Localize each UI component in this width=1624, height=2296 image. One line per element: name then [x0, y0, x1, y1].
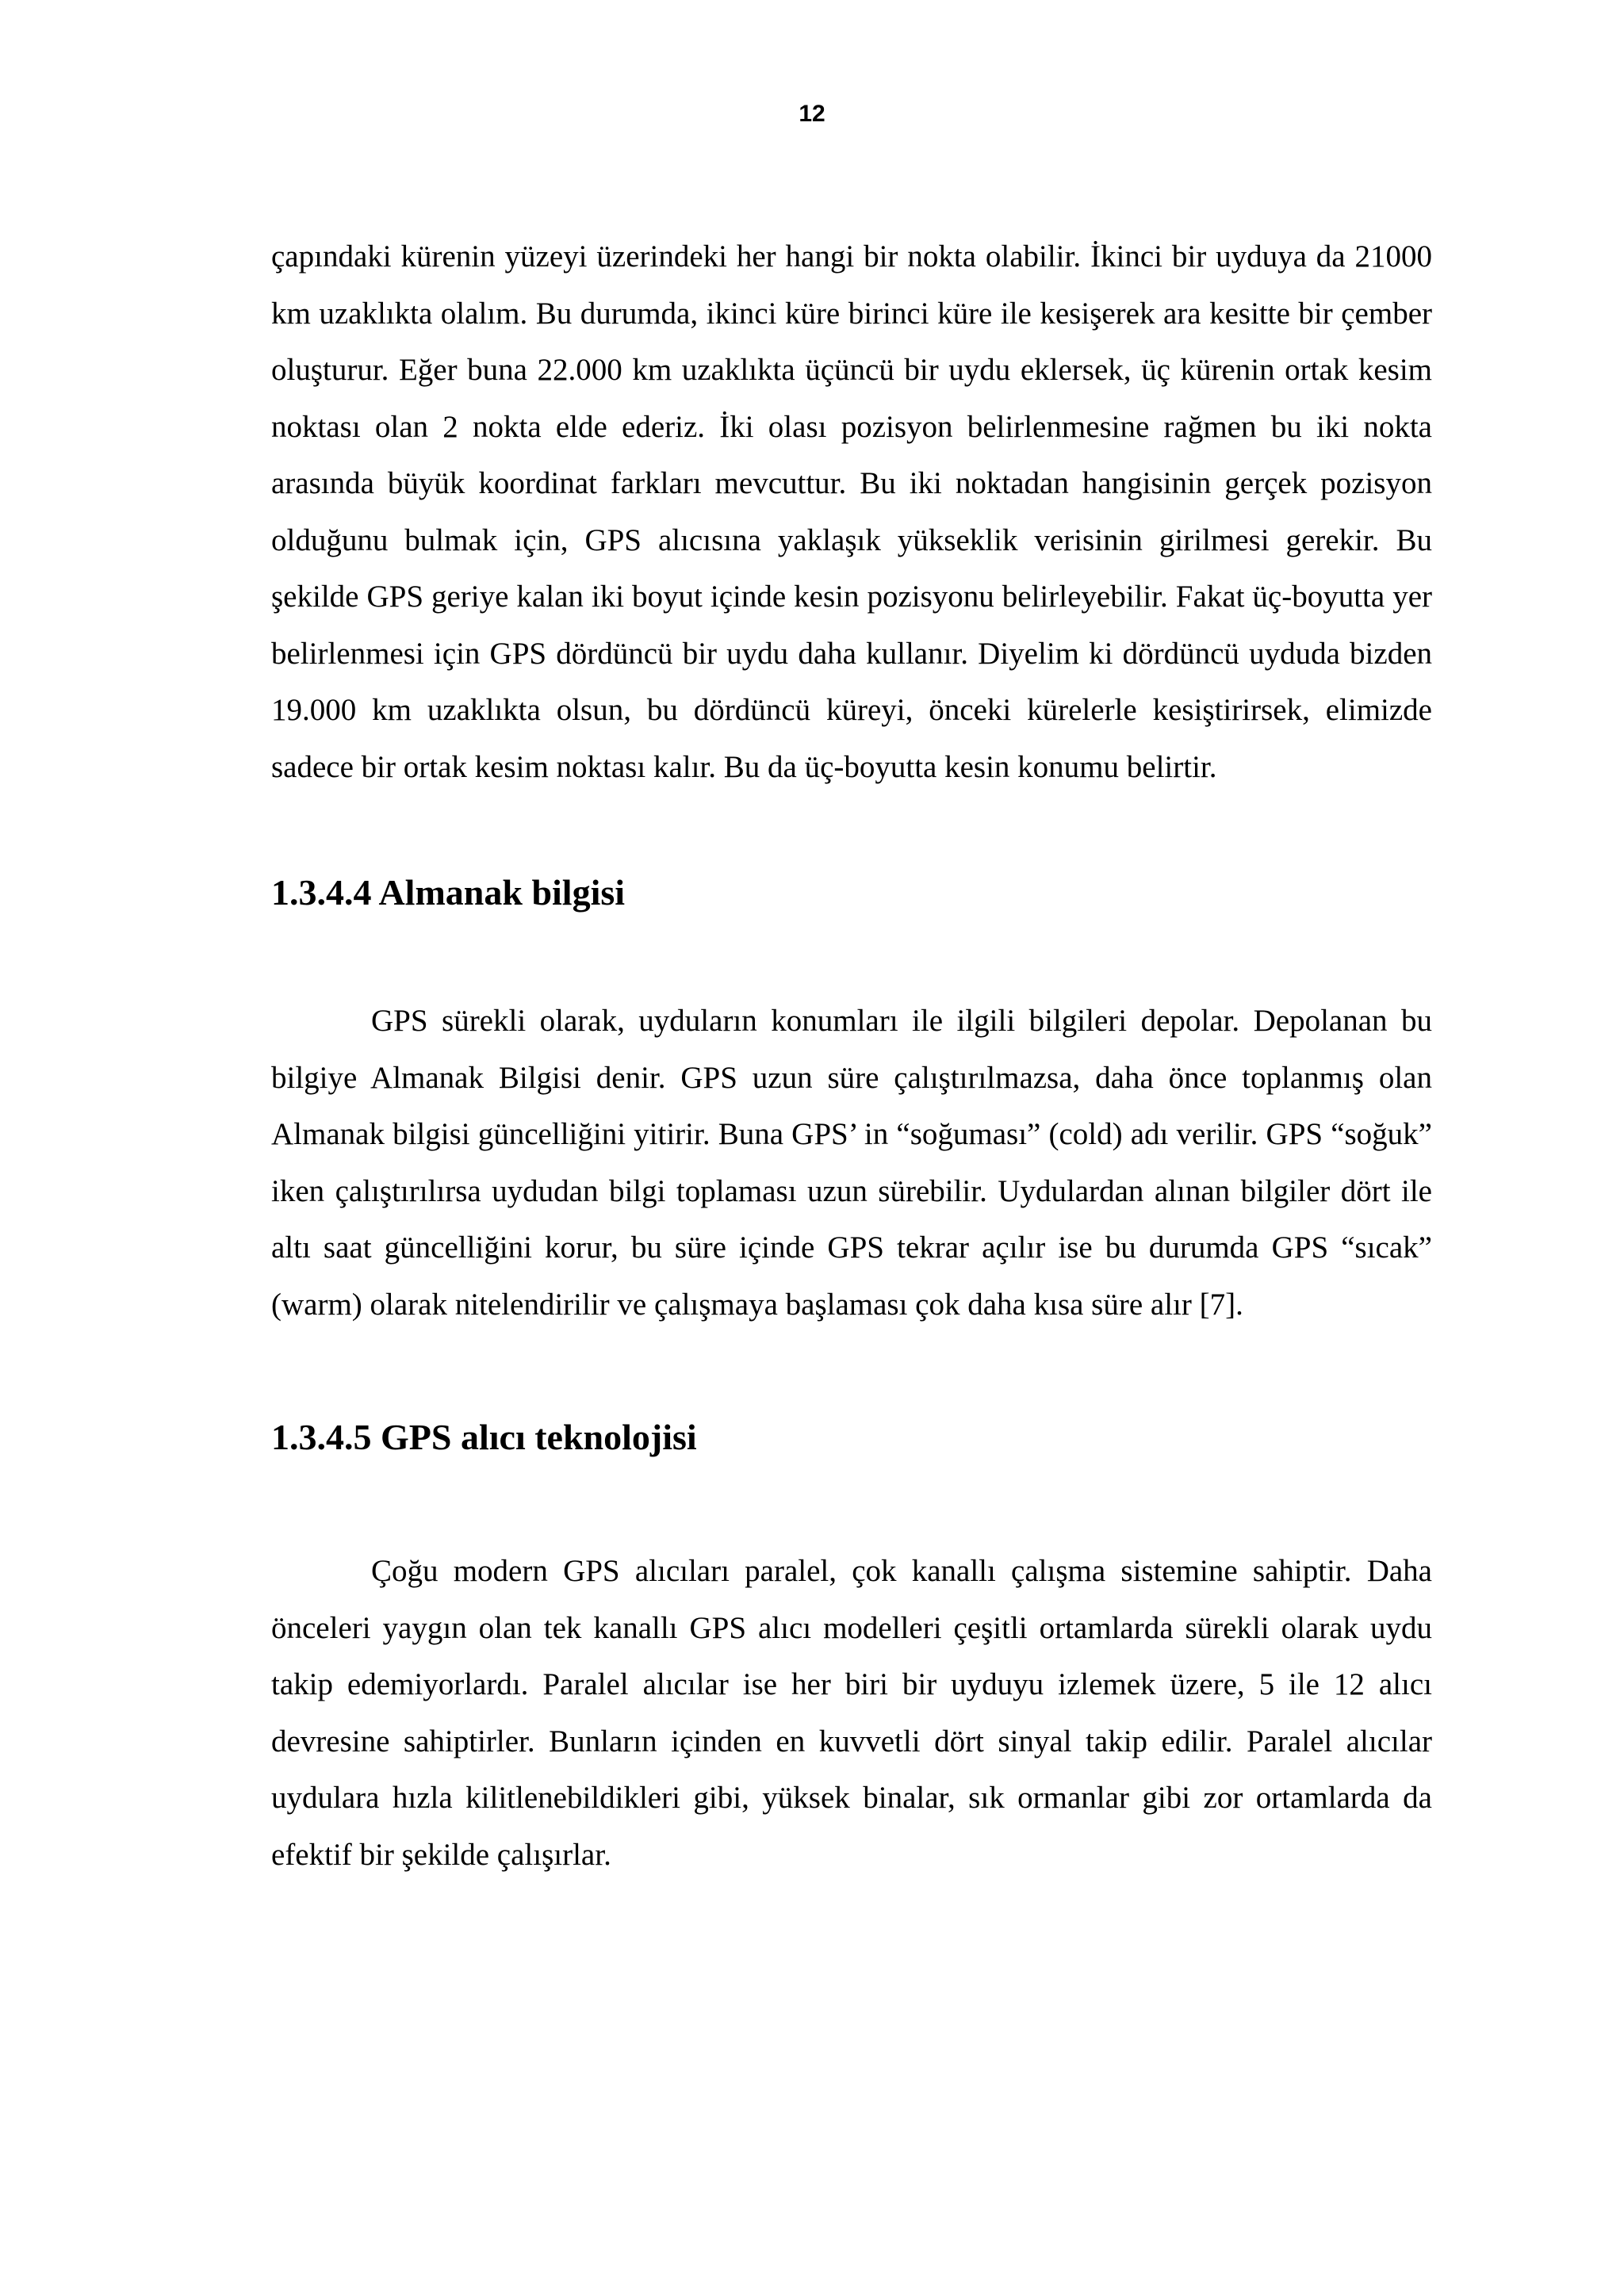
page-number: 12 — [799, 101, 825, 127]
paragraph-almanak: GPS sürekli olarak, uyduların konumları ile ilgili bilgileri depolar. Depolanan bu bilgiye Almanak Bilgisi denir. GPS uzun süre çalıştırılmazsa, daha önce toplanmış olan Almanak bilgisi güncelliğini yitirir. Buna GPS’ in “soğuması” (cold) adı verilir. GPS “soğuk” iken çalıştırılırsa uydudan bilgi toplaması uzun sürebilir. Uydulardan alınan bilgiler dört ile altı saat güncelliğini korur, bu süre içinde GPS tekrar açılır ise bu durumda GPS “sıcak” (warm) olarak nitelendirilir ve çalışmaya başlaması çok daha kısa süre alır [7]. — [271, 1004, 1432, 1322]
section-heading-gps-receiver: 1.3.4.5 GPS alıcı teknolojisi — [271, 1417, 697, 1457]
section-heading-almanak: 1.3.4.4 Almanak bilgisi — [271, 872, 626, 913]
paragraph-gps-receiver: Çoğu modern GPS alıcıları paralel, çok kanallı çalışma sistemine sahiptir. Daha önceleri yaygın olan tek kanallı GPS alıcı modelleri çeşitli ortamlarda sürekli olarak uydu takip edemiyorlardı. Paralel alıcılar ise her biri bir uyduyu izlemek üzere, 5 ile 12 alıcı devresine sahiptirler. Bunların içinden en kuvvetli dört sinyal takip edilir. Paralel alıcılar uydulara hızla kilitlenebildikleri gibi, yüksek binalar, sık ormanlar gibi zor ortamlarda da efektif bir şekilde çalışırlar. — [271, 1554, 1432, 1872]
paragraph-sphere-intersection: çapındaki kürenin yüzeyi üzerindeki her hangi bir nokta olabilir. İkinci bir uyduya da 21000 km uzaklıkta olalım. Bu durumda, ikinci küre birinci küre ile kesişerek ara kesitte bir çember oluşturur. Eğer buna 22.000 km uzaklıkta üçüncü bir uydu eklersek, üç kürenin ortak kesim noktası olan 2 nokta elde ederiz. İki olası pozisyon belirlenmesine rağmen bu iki nokta arasında büyük koordinat farkları mevcuttur. Bu iki noktadan hangisinin gerçek pozisyon olduğunu bulmak için, GPS alıcısına yaklaşık yükseklik verisinin girilmesi gerekir. Bu şekilde GPS geriye kalan iki boyut içinde kesin pozisyonu belirleyebilir. Fakat üç-boyutta yer belirlenmesi için GPS dördüncü bir uydu daha kullanır. Diyelim ki dördüncü uyduda bizden 19.000 km uzaklıkta olsun, bu dördüncü küreyi, önceki kürelerle kesiştirirsek, elimizde sadece bir ortak kesim noktası kalır. Bu da üç-boyutta kesin konumu belirtir. — [271, 239, 1432, 784]
document-body — [271, 228, 1432, 1883]
